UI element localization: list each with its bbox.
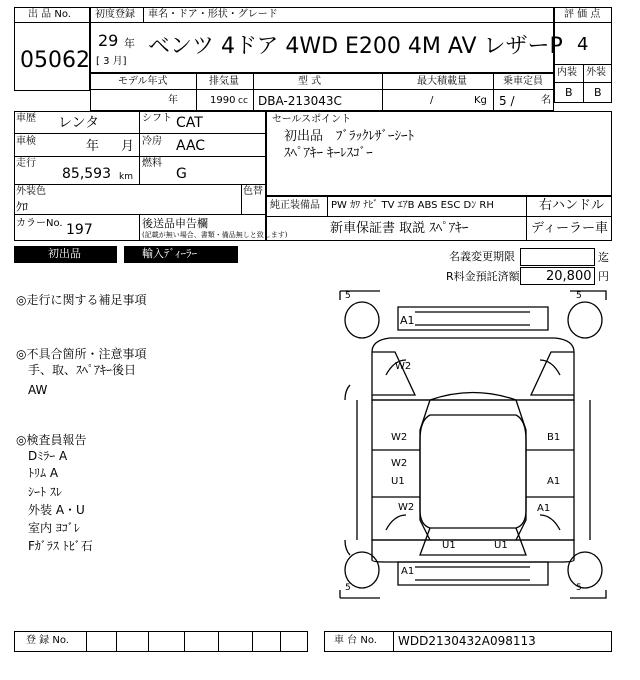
sales-point-label: セールスポイント xyxy=(272,114,352,125)
sales-point-line1: 初出品 ﾌﾞﾗｯｸﾚｻﾞｰｼｰﾄ xyxy=(284,129,415,144)
capacity-unit: 名 xyxy=(541,95,551,106)
tire-tread-front-left: 5 xyxy=(345,291,351,301)
car-name: ベンツ 4ドア 4WD E200 4M AV レザーP xyxy=(148,34,563,59)
inspection-label: 車検 xyxy=(16,136,36,147)
mark-w2-u1-left-b: U1 xyxy=(391,476,405,487)
model-code: DBA-213043C xyxy=(258,94,342,108)
first-listing-badge: 初出品 xyxy=(14,246,117,263)
ext-color-value: ｸﾛ xyxy=(16,200,29,214)
capacity-label: 乗車定員 xyxy=(503,76,543,87)
exterior-grade: B xyxy=(594,86,602,99)
mark-a1-rear-right: A1 xyxy=(537,503,551,514)
handle-position: 右ハンドル xyxy=(539,198,605,213)
ext-color-label: 外装色 xyxy=(16,186,46,197)
exterior-label: 外装 xyxy=(586,67,606,78)
inspector-line-5: 室内 ﾖｺﾞﾚ xyxy=(28,521,80,535)
inspection-year: 年 xyxy=(86,139,100,154)
car-name-label: 車名・ドア・形状・グレード xyxy=(148,9,278,20)
name-change-label: 名義変更期限 xyxy=(449,250,515,263)
inspector-line-1: Dﾐﾗｰ A xyxy=(28,449,68,463)
inspector-title: ◎検査員報告 xyxy=(16,433,87,447)
reg-no-label: 登 録 No. xyxy=(26,635,69,646)
inspector-line-6: Fｶﾞﾗｽ ﾄﾋﾞ石 xyxy=(28,539,93,553)
mark-w2-left: W2 xyxy=(391,432,408,443)
fuel-label: 燃料 xyxy=(142,158,162,169)
ac-label: 冷房 xyxy=(142,136,162,147)
model-year-label: モデル年式 xyxy=(118,76,168,87)
mark-w2-front-left: W2 xyxy=(395,361,412,372)
import-dealer-badge: 輸入ﾃﾞｨｰﾗｰ xyxy=(124,246,238,263)
dealer-type: ディーラー車 xyxy=(531,221,608,236)
max-load-label: 最大積載量 xyxy=(417,76,467,87)
displacement-label: 排気量 xyxy=(209,76,239,87)
warranty-items: 新車保証書 取説 ｽﾍﾟｱｷｰ xyxy=(330,221,469,236)
shift-value: CAT xyxy=(176,115,203,131)
capacity: 5 / xyxy=(499,94,515,108)
first-reg-year: 29 xyxy=(98,31,119,50)
vin-label: 車 台 No. xyxy=(334,635,377,646)
interior-label: 内装 xyxy=(557,67,577,78)
mark-u1-rear-a: U1 xyxy=(442,540,456,551)
mark-a1-bottom: A1 xyxy=(401,566,415,577)
lot-number: 05062 xyxy=(20,48,90,73)
inspector-line-2: ﾄﾘﾑ A xyxy=(28,466,59,480)
defects-line2: AW xyxy=(28,383,48,397)
mark-a1-right: A1 xyxy=(547,476,561,487)
ac-value: AAC xyxy=(176,138,206,154)
recycle-unit: 円 xyxy=(598,270,609,283)
type-label: 型 式 xyxy=(298,76,322,87)
aftermarket-label: 後送品申告欄 xyxy=(142,217,208,230)
color-no-value: 197 xyxy=(66,222,93,238)
mileage-unit: km xyxy=(119,172,133,182)
history-label: 車歴 xyxy=(16,113,36,124)
mark-w2-rear-left: W2 xyxy=(398,502,415,513)
mileage-label: 走行 xyxy=(16,158,36,169)
first-reg-month: [ 3 月] xyxy=(96,56,127,67)
recycle-value: 20,800 xyxy=(546,269,592,284)
supplement-title: ◎走行に関する補足事項 xyxy=(16,293,147,307)
mileage-value: 85,593 xyxy=(62,166,111,182)
color-no-label: カラーNo. xyxy=(16,218,63,229)
defects-line1: 手、取、ｽﾍﾟｱｷｰ後日 xyxy=(28,363,137,377)
inspector-line-4: 外装 A・U xyxy=(28,503,85,517)
equipment-label: 純正装備品 xyxy=(270,200,320,211)
sales-point-line2: ｽﾍﾟｱｷｰ ｷｰﾚｽｺﾞｰ xyxy=(284,146,373,161)
max-load-sep: / xyxy=(430,95,434,106)
equipment-items: PW ｶﾜ ﾅﾋﾞ TV ｴｱB ABS ESC Dﾝ RH xyxy=(331,200,494,211)
inspector-line-3: ｼｰﾄ ｽﾚ xyxy=(28,485,62,499)
inspection-month: 月 xyxy=(121,139,135,154)
mark-w2-u1-left-a: W2 xyxy=(391,458,408,469)
recycle-label: R料金預託済額 xyxy=(446,270,520,283)
defects-title: ◎不具合箇所・注意事項 xyxy=(16,347,147,361)
displacement: 1990 xyxy=(210,95,236,106)
interior-grade: B xyxy=(565,86,573,99)
history-value: レンタ xyxy=(58,115,100,131)
vin-value: WDD2130432A098113 xyxy=(398,634,536,648)
fuel-value: G xyxy=(176,166,187,182)
year-unit: 年 xyxy=(124,37,135,50)
shift-label: シフト xyxy=(142,113,172,124)
tire-tread-rear-right: 5 xyxy=(576,583,582,593)
name-change-unit: 迄 xyxy=(598,251,609,264)
displacement-unit: cc xyxy=(238,96,248,106)
color-change-label: 色替 xyxy=(243,186,263,197)
aftermarket-note: (記載が無い場合、書類・備品無しと致します) xyxy=(142,231,288,239)
lot-number-label: 出 品 No. xyxy=(28,9,71,20)
model-year-unit: 年 xyxy=(168,95,178,106)
tire-tread-rear-left: 5 xyxy=(345,583,351,593)
score-label: 評 価 点 xyxy=(564,9,601,20)
score-value: 4 xyxy=(577,34,589,55)
tire-tread-front-right: 5 xyxy=(576,291,582,301)
mark-a1-top: A1 xyxy=(400,314,415,327)
first-reg-label: 初度登録 xyxy=(95,9,135,20)
max-load-unit: Kg xyxy=(474,95,487,106)
mark-u1-rear-b: U1 xyxy=(494,540,508,551)
mark-b1-right: B1 xyxy=(547,432,561,443)
